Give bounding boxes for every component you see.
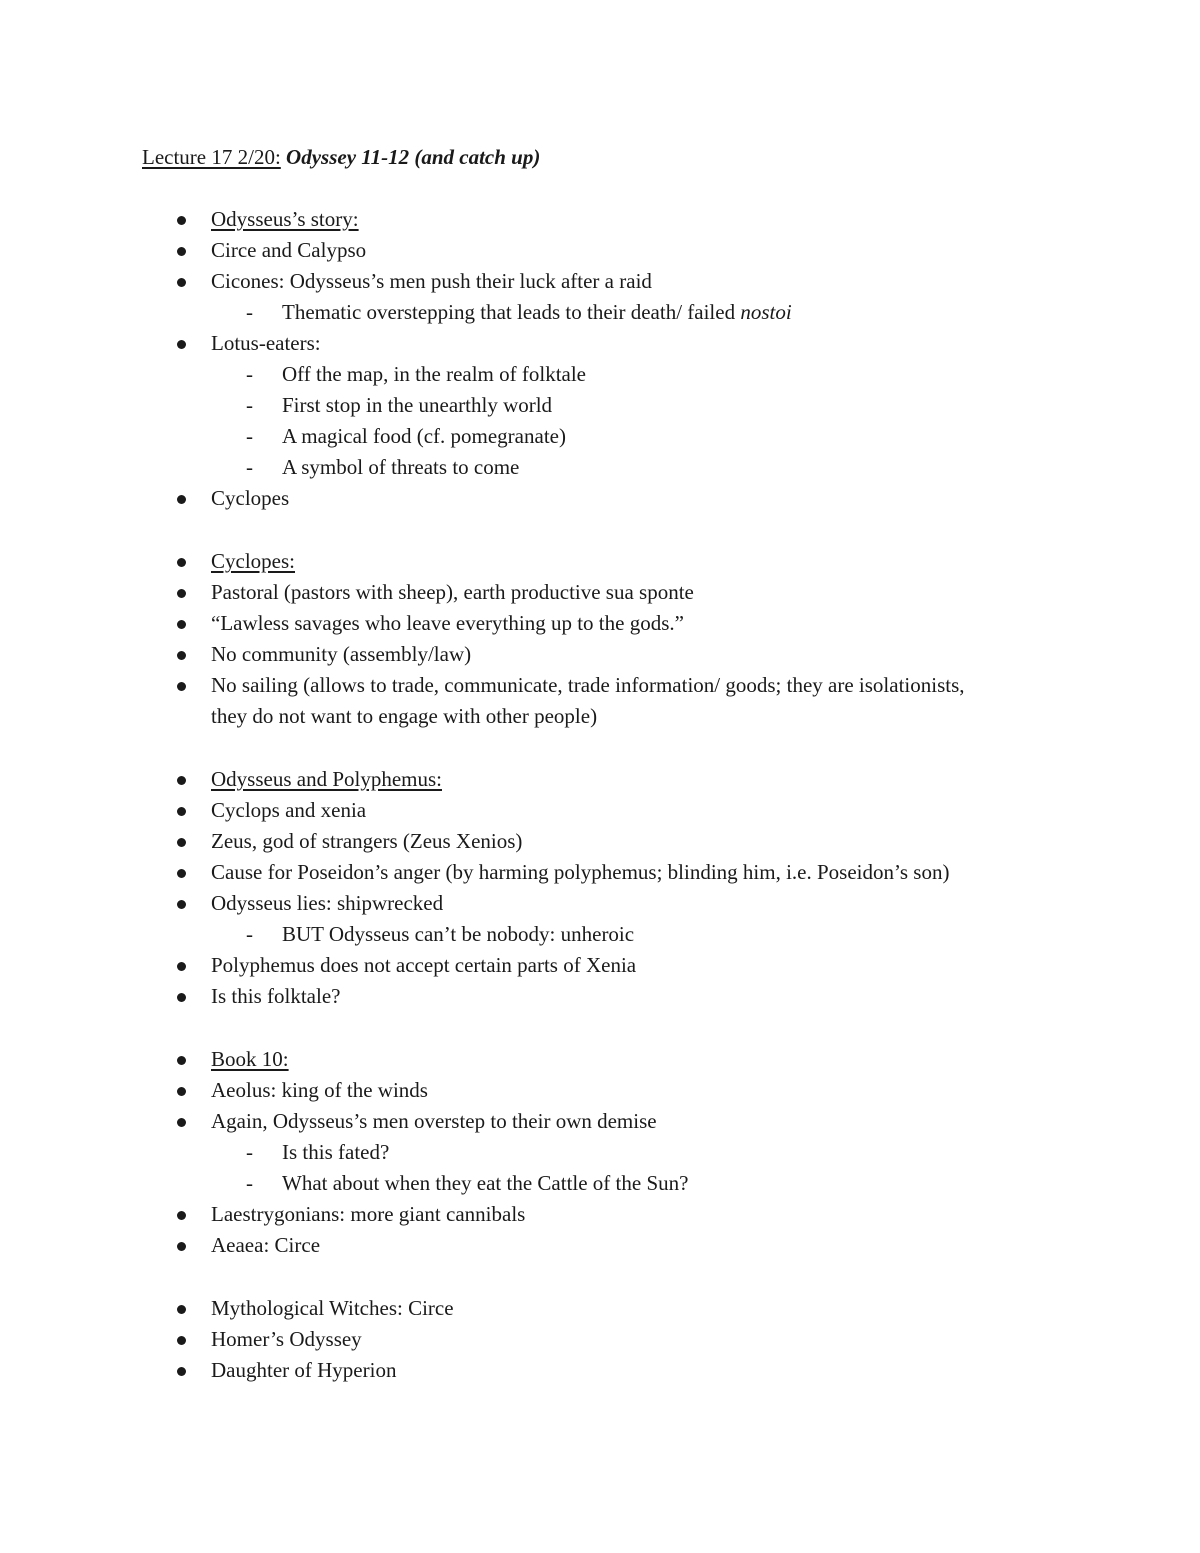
- bullet-icon: [177, 216, 186, 225]
- bullet-icon: [177, 495, 186, 504]
- list-item-text: Again, Odysseus’s men overstep to their own demise: [211, 1109, 657, 1133]
- list-item-text: Lotus-eaters:: [211, 331, 321, 355]
- italic-term: nostoi: [740, 300, 792, 324]
- sub-list-item-text: What about when they eat the Cattle of the Sun?: [282, 1171, 689, 1195]
- list-item-text: they do not want to engage with other people): [211, 704, 598, 728]
- sub-list-item-text: Off the map, in the realm of folktale: [282, 362, 587, 386]
- sub-list-item-text: Is this fated?: [282, 1140, 390, 1164]
- bullet-icon: [177, 1336, 186, 1345]
- dash-marker: -: [246, 1171, 253, 1195]
- bullet-icon: [177, 558, 186, 567]
- bullet-icon: [177, 838, 186, 847]
- bullet-icon: [177, 807, 186, 816]
- bullet-icon: [177, 620, 186, 629]
- section-heading: Odysseus’s story:: [211, 207, 359, 231]
- list-item-text: Cyclops and xenia: [211, 798, 367, 822]
- bullet-icon: [177, 1305, 186, 1314]
- bullet-icon: [177, 993, 186, 1002]
- lecture-subject: Odyssey 11-12 (and catch up): [286, 145, 541, 169]
- bullet-icon: [177, 962, 186, 971]
- list-item-text: Zeus, god of strangers (Zeus Xenios): [211, 829, 523, 853]
- list-item-text: Odysseus lies: shipwrecked: [211, 891, 444, 915]
- dash-marker: -: [246, 455, 253, 479]
- list-item-text: No sailing (allows to trade, communicate, trade information/ goods; they are isolationists,: [211, 673, 965, 697]
- list-item-text: Is this folktale?: [211, 984, 341, 1008]
- section-heading: Book 10:: [211, 1047, 289, 1071]
- bullet-icon: [177, 247, 186, 256]
- bullet-icon: [177, 340, 186, 349]
- dash-marker: -: [246, 1140, 253, 1164]
- bullet-icon: [177, 900, 186, 909]
- sub-list-item-text: Thematic overstepping that leads to their death/ failed nostoi: [282, 300, 792, 324]
- lecture-title: [142, 142, 540, 172]
- list-item-text: Cyclopes: [211, 486, 290, 510]
- dash-marker: -: [246, 922, 253, 946]
- dash-marker: -: [246, 300, 253, 324]
- dash-marker: -: [246, 362, 253, 386]
- list-item-text: “Lawless savages who leave everything up to the gods.”: [211, 611, 684, 635]
- list-item-text: Aeolus: king of the winds: [211, 1078, 428, 1102]
- bullet-icon: [177, 1056, 186, 1065]
- list-item-text: Polyphemus does not accept certain parts of Xenia: [211, 953, 637, 977]
- list-item-text: Cause for Poseidon’s anger (by harming polyphemus; blinding him, i.e. Poseidon’s son): [211, 860, 950, 884]
- list-item-text: Daughter of Hyperion: [211, 1358, 397, 1382]
- bullet-icon: [177, 589, 186, 598]
- bullet-icon: [177, 682, 186, 691]
- dash-marker: -: [246, 393, 253, 417]
- dash-marker: -: [246, 424, 253, 448]
- list-item-text: Circe and Calypso: [211, 238, 367, 262]
- bullet-icon: [177, 776, 186, 785]
- lecture-number-date: Lecture 17 2/20:: [142, 145, 281, 169]
- sub-list-item-text: First stop in the unearthly world: [282, 393, 553, 417]
- bullet-icon: [177, 651, 186, 660]
- list-item-text: Cicones: Odysseus’s men push their luck after a raid: [211, 269, 652, 293]
- list-item-text: Laestrygonians: more giant cannibals: [211, 1202, 526, 1226]
- list-item-text: No community (assembly/law): [211, 642, 472, 666]
- bullet-icon: [177, 1367, 186, 1376]
- bullet-icon: [177, 1118, 186, 1127]
- sub-list-item-text: A symbol of threats to come: [282, 455, 520, 479]
- list-item-text: Pastoral (pastors with sheep), earth productive sua sponte: [211, 580, 694, 604]
- bullet-icon: [177, 278, 186, 287]
- list-item-text: Aeaea: Circe: [211, 1233, 321, 1257]
- bullet-icon: [177, 1242, 186, 1251]
- section-heading: Odysseus and Polyphemus:: [211, 767, 442, 791]
- section-heading: Cyclopes:: [211, 549, 295, 573]
- bullet-icon: [177, 1211, 186, 1220]
- bullet-icon: [177, 1087, 186, 1096]
- list-item-text: Mythological Witches: Circe: [211, 1296, 454, 1320]
- sub-list-item-text: A magical food (cf. pomegranate): [282, 424, 566, 448]
- bullet-icon: [177, 869, 186, 878]
- sub-list-item-text: BUT Odysseus can’t be nobody: unheroic: [282, 922, 635, 946]
- list-item-text: Homer’s Odyssey: [211, 1327, 362, 1351]
